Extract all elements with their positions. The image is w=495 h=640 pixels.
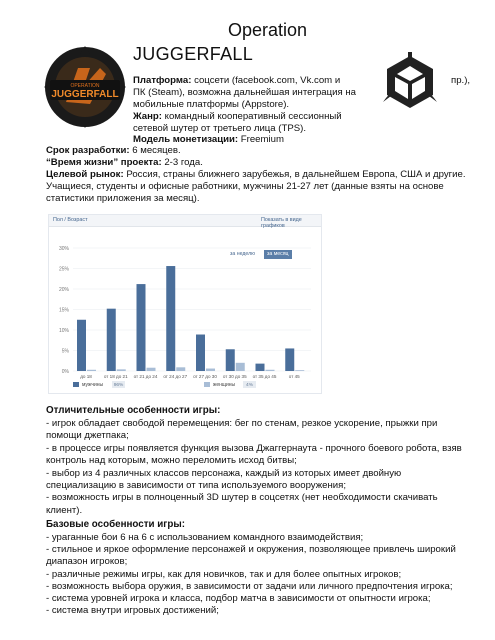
y-tick-label: 10%: [58, 328, 69, 334]
platform-line-3: мобильные платформы (Appstore).: [133, 99, 290, 110]
market-label: Целевой рынок:: [46, 169, 124, 180]
feature-line: помощи джетпака;: [46, 430, 129, 442]
legend-swatch: [73, 382, 79, 387]
platform-line-2: ПК (Steam), возможна дальнейшая интеграция на: [133, 87, 356, 98]
x-tick-label: от 27 до 30: [193, 374, 217, 379]
x-tick-label: от 24 до 27: [163, 374, 188, 379]
x-tick-label: от 35 до 45: [252, 374, 277, 379]
y-tick-label: 15%: [58, 307, 69, 314]
feature-line: клиент).: [46, 504, 83, 516]
feature-line: специализацию в зависимости от типа используемого вооружения;: [46, 480, 346, 491]
legend-swatch: [204, 382, 210, 387]
logo-title-text: JUGGERFALL: [51, 89, 119, 100]
genre-line-1: [133, 111, 342, 123]
bar-male: [107, 309, 116, 371]
market-value: Россия, страны ближнего зарубежья, в дальнейшем Европа, США и другие.: [126, 169, 466, 180]
features-title: Отличительные особенности игры:: [46, 405, 221, 416]
legend-label: женщины: [213, 382, 236, 388]
bar-male: [226, 349, 235, 371]
x-tick-label: от 21 до 24: [133, 374, 158, 379]
legend-share: 96%: [113, 383, 124, 388]
lifetime-value: 2-3 года.: [164, 157, 203, 168]
y-tick-label: 0%: [61, 369, 69, 375]
x-tick-label: от 45: [288, 374, 300, 379]
bar-male: [77, 320, 86, 371]
bar-female: [295, 370, 304, 371]
genre-value: командный кооперативный сессионный: [164, 111, 342, 122]
genre-label: Жанр:: [133, 111, 162, 122]
chart-plot: [49, 215, 321, 393]
age-gender-chart: [48, 214, 322, 394]
legend-label: мужчины: [82, 382, 104, 388]
unity-logo: [378, 50, 442, 114]
bar-female: [147, 368, 156, 371]
feature-line: контроль над которым, можно переломить исход битвы;: [46, 455, 297, 467]
basic-features-title: Базовые особенности игры:: [46, 519, 185, 530]
feature-line: - возможность игры в полноценный 3D шутер в соцсетях (нет необходимости скачивать: [46, 492, 438, 504]
platform-value: соцсети (facebook.com, Vk.com и: [194, 75, 341, 86]
y-tick-label: 30%: [58, 246, 69, 252]
feature-line: - игрок обладает свободой перемещения: бег по стенам, резкое ускорение, прыжки при: [46, 418, 438, 429]
toggle-month[interactable]: за месяц: [264, 250, 292, 259]
x-tick-label: от 18 до 21: [103, 374, 128, 379]
juggerfall-logo: [44, 46, 126, 128]
bar-male: [166, 266, 175, 371]
monetization-label: Модель монетизации:: [133, 134, 239, 145]
market-line-3: статистики приложения за месяц).: [46, 193, 200, 204]
bar-female: [117, 369, 126, 371]
lifetime-line: [46, 157, 203, 169]
platform-tail: пр.),: [451, 75, 471, 86]
basic-feature-line: - система внутри игровых достижений;: [46, 605, 219, 617]
basic-feature-line: - ураганные бои 6 на 6 с использованием командного взаимодействия;: [46, 532, 364, 543]
y-tick-label: 25%: [58, 266, 69, 273]
monetization-value: Freemium: [240, 134, 284, 145]
market-line-2: Учащиеся, студенты и офисные работники, мужчины 21-27 лет (данные взяты на основе: [46, 181, 444, 192]
bar-female: [236, 363, 245, 371]
lifetime-label: “Время жизни” проекта:: [46, 157, 162, 168]
bar-female: [206, 369, 215, 371]
dev-time-value: 6 месяцев.: [132, 145, 181, 156]
y-tick-label: 20%: [58, 287, 69, 293]
basic-feature-line: диапазон игроков;: [46, 556, 128, 568]
bar-female: [266, 370, 275, 371]
feature-line: - в процессе игры появляется функция вызова Джаггернаута - прочного боевого робота, взяв: [46, 442, 462, 454]
bar-male: [137, 284, 146, 371]
bar-female: [87, 370, 96, 371]
basic-feature-line: - возможность выбора оружия, в зависимости от задачи или личного предпочтения игрока;: [46, 580, 453, 592]
chart-header-left: Пол / Возраст: [53, 217, 88, 223]
x-tick-label: от 30 до 35: [222, 374, 247, 379]
dev-time-line: [46, 145, 181, 157]
genre-line-2: сетевой шутер от третьего лица (TPS).: [133, 123, 307, 134]
x-tick-label: до 18: [80, 374, 92, 379]
dev-time-label: Срок разработки:: [46, 145, 130, 156]
y-tick-label: 5%: [61, 348, 69, 355]
platform-line-1: [133, 75, 340, 87]
bar-male: [256, 364, 265, 371]
bar-male: [285, 348, 294, 371]
game-title: JUGGERFALL: [133, 44, 254, 64]
logo-small-text: OPERATION: [70, 83, 100, 89]
document-title: Operation: [228, 20, 308, 40]
feature-line: - выбор из 4 различных классов персонажа, каждый из которых имеет двойную: [46, 467, 402, 479]
basic-feature-line: - система уровней игрока и класса, подбор матча в зависимости от опытности игрока;: [46, 593, 431, 604]
basic-feature-line: - различные режимы игры, как для новичков, так и для более опытных игроков;: [46, 568, 402, 580]
legend-share: 4%: [246, 383, 253, 388]
market-line-1: [46, 169, 466, 181]
platform-label: Платформа:: [133, 75, 192, 86]
toggle-week[interactable]: за неделю: [230, 251, 255, 257]
bar-male: [196, 335, 205, 371]
show-as-graph-link[interactable]: Показать в виде графиков: [261, 217, 302, 229]
bar-female: [176, 367, 185, 371]
basic-feature-line: - стильное и яркое оформление персонажей и окружения, позволяющее привлечь широкий: [46, 544, 456, 556]
